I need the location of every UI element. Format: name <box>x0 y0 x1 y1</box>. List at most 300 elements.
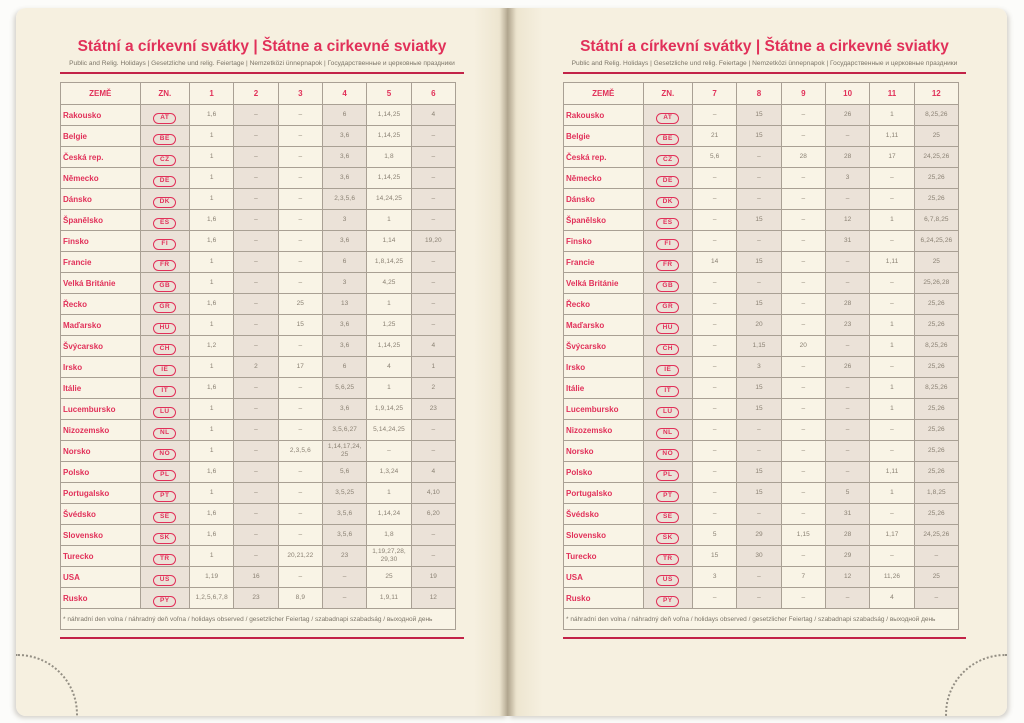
country-code-cell <box>140 441 189 462</box>
table-row <box>564 126 959 147</box>
month-value-cell: – <box>870 504 914 525</box>
country-cell: Maďarsko <box>564 315 644 336</box>
month-value-cell: – <box>692 105 736 126</box>
month-value-cell: – <box>781 252 825 273</box>
month-value-cell: – <box>692 483 736 504</box>
month-value-cell: – <box>278 252 322 273</box>
month-value-cell: 1, 11 <box>870 126 914 147</box>
month-value-cell: – <box>411 126 455 147</box>
table-row <box>61 231 456 252</box>
table-row <box>61 546 456 567</box>
table-header-row <box>61 83 456 105</box>
month-value-cell: 19 <box>411 567 455 588</box>
month-value-cell: – <box>870 420 914 441</box>
country-code-badge: PT <box>656 491 679 503</box>
country-code-badge: AT <box>153 113 176 125</box>
month-value-cell: 2 <box>234 357 278 378</box>
month-value-cell: – <box>278 420 322 441</box>
page-left <box>16 8 508 716</box>
country-cell: Německo <box>61 168 141 189</box>
month-value-cell: 1 <box>189 357 233 378</box>
country-cell: Finsko <box>61 231 141 252</box>
country-code-cell <box>643 189 692 210</box>
country-cell: Polsko <box>61 462 141 483</box>
month-value-cell: 1, 9, 14, 25 <box>367 399 411 420</box>
month-value-cell: 1 <box>189 420 233 441</box>
month-value-cell: 1, 8, 25 <box>914 483 958 504</box>
month-value-cell: 6 <box>322 105 366 126</box>
country-code-cell <box>140 567 189 588</box>
month-value-cell: 4 <box>870 588 914 609</box>
month-value-cell: 1, 8, 14, 25 <box>367 252 411 273</box>
column-header-month: 12 <box>914 83 958 105</box>
country-cell: Česká rep. <box>564 147 644 168</box>
column-header-month: 3 <box>278 83 322 105</box>
country-code-cell <box>643 567 692 588</box>
country-cell: Francie <box>564 252 644 273</box>
month-value-cell: 5 <box>825 483 869 504</box>
month-value-cell: 3, 6 <box>322 231 366 252</box>
country-code-cell <box>643 525 692 546</box>
month-value-cell: – <box>234 546 278 567</box>
month-value-cell: 29 <box>737 525 781 546</box>
month-value-cell: – <box>781 168 825 189</box>
country-cell: Rakousko <box>564 105 644 126</box>
country-cell: Lucembursko <box>564 399 644 420</box>
country-cell: USA <box>564 567 644 588</box>
month-value-cell: – <box>870 189 914 210</box>
month-value-cell: – <box>278 231 322 252</box>
column-header-country: ZEMĚ <box>61 83 141 105</box>
country-cell: Norsko <box>61 441 141 462</box>
country-code-cell <box>643 588 692 609</box>
table-row <box>564 336 959 357</box>
month-value-cell: – <box>692 588 736 609</box>
month-value-cell: 20 <box>781 336 825 357</box>
country-code-cell <box>643 126 692 147</box>
month-value-cell: – <box>781 483 825 504</box>
country-code-badge: CH <box>153 344 176 356</box>
country-code-cell <box>643 315 692 336</box>
month-value-cell: – <box>234 462 278 483</box>
country-code-cell <box>643 210 692 231</box>
month-value-cell: 1, 14 <box>367 231 411 252</box>
country-code-cell <box>643 462 692 483</box>
month-value-cell: – <box>234 483 278 504</box>
month-value-cell: 26 <box>825 357 869 378</box>
month-value-cell: – <box>278 378 322 399</box>
table-row <box>61 273 456 294</box>
footnote-row <box>61 609 456 630</box>
month-value-cell: 3 <box>825 168 869 189</box>
column-header-country: ZEMĚ <box>564 83 644 105</box>
month-value-cell: 5 <box>692 525 736 546</box>
month-value-cell: 20, 21, 22 <box>278 546 322 567</box>
country-code-badge: IE <box>656 365 679 377</box>
month-value-cell: 23 <box>234 588 278 609</box>
month-value-cell: 29 <box>825 546 869 567</box>
month-value-cell: 1, 8 <box>367 525 411 546</box>
page-right-content <box>508 8 1007 639</box>
country-code-badge: FR <box>656 260 679 272</box>
table-row <box>61 483 456 504</box>
month-value-cell: – <box>278 147 322 168</box>
column-header-month: 1 <box>189 83 233 105</box>
table-row <box>61 357 456 378</box>
month-value-cell: 25 <box>367 567 411 588</box>
table-row <box>564 546 959 567</box>
country-code-cell <box>140 147 189 168</box>
month-value-cell: – <box>781 294 825 315</box>
month-value-cell: – <box>411 420 455 441</box>
month-value-cell: 25, 26 <box>914 357 958 378</box>
month-value-cell: – <box>367 441 411 462</box>
month-value-cell: 1 <box>189 315 233 336</box>
table-row <box>564 294 959 315</box>
month-value-cell: – <box>692 315 736 336</box>
country-code-cell <box>140 483 189 504</box>
month-value-cell: 1, 3, 24 <box>367 462 411 483</box>
month-value-cell: 25, 26 <box>914 462 958 483</box>
column-header-month: 2 <box>234 83 278 105</box>
country-code-badge: PL <box>656 470 679 482</box>
country-code-cell <box>643 378 692 399</box>
month-value-cell: 2 <box>411 378 455 399</box>
month-value-cell: 15 <box>737 294 781 315</box>
country-cell: Dánsko <box>61 189 141 210</box>
month-value-cell: 31 <box>825 231 869 252</box>
month-value-cell: – <box>234 315 278 336</box>
month-value-cell: – <box>278 105 322 126</box>
month-value-cell: – <box>781 210 825 231</box>
month-value-cell: 1 <box>189 546 233 567</box>
month-value-cell: 1, 2 <box>189 336 233 357</box>
country-code-cell <box>643 252 692 273</box>
column-header-month: 5 <box>367 83 411 105</box>
country-code-cell <box>140 294 189 315</box>
month-value-cell: – <box>234 252 278 273</box>
month-value-cell: 1, 25 <box>367 315 411 336</box>
country-code-badge: FR <box>153 260 176 272</box>
month-value-cell: – <box>870 546 914 567</box>
month-value-cell: 1 <box>189 399 233 420</box>
month-value-cell: 5, 14, 24, 25 <box>367 420 411 441</box>
country-code-badge: PT <box>153 491 176 503</box>
month-value-cell: 1 <box>189 168 233 189</box>
month-value-cell: 1, 14, 24 <box>367 504 411 525</box>
country-code-cell <box>643 357 692 378</box>
month-value-cell: – <box>322 567 366 588</box>
table-row <box>61 126 456 147</box>
country-cell: Německo <box>564 168 644 189</box>
month-value-cell: 16 <box>234 567 278 588</box>
table-row <box>61 462 456 483</box>
country-code-badge: LU <box>153 407 176 419</box>
country-code-badge: IE <box>153 365 176 377</box>
country-cell: Řecko <box>564 294 644 315</box>
column-header-month: 10 <box>825 83 869 105</box>
month-value-cell: 1, 15 <box>737 336 781 357</box>
country-cell: Maďarsko <box>61 315 141 336</box>
month-value-cell: – <box>322 588 366 609</box>
month-value-cell: 6 <box>322 252 366 273</box>
country-code-cell <box>140 462 189 483</box>
month-value-cell: – <box>737 588 781 609</box>
month-value-cell: – <box>411 252 455 273</box>
table-row <box>564 399 959 420</box>
month-value-cell: 17 <box>870 147 914 168</box>
month-value-cell: 4 <box>411 462 455 483</box>
month-value-cell: 25, 26 <box>914 504 958 525</box>
month-value-cell: – <box>278 273 322 294</box>
month-value-cell: 7 <box>781 567 825 588</box>
country-code-badge: PL <box>153 470 176 482</box>
month-value-cell: – <box>411 525 455 546</box>
holidays-table-right <box>563 82 959 630</box>
month-value-cell: 19, 20 <box>411 231 455 252</box>
month-value-cell: – <box>692 378 736 399</box>
month-value-cell: – <box>278 525 322 546</box>
month-value-cell: 1 <box>189 147 233 168</box>
month-value-cell: 8, 25, 26 <box>914 336 958 357</box>
month-value-cell: 17 <box>278 357 322 378</box>
page-left-content <box>16 8 508 639</box>
month-value-cell: – <box>411 315 455 336</box>
country-code-badge: HU <box>153 323 176 335</box>
table-row <box>61 588 456 609</box>
month-value-cell: 1 <box>411 357 455 378</box>
month-value-cell: 1, 17 <box>870 525 914 546</box>
month-value-cell: 1, 14, 25 <box>367 105 411 126</box>
country-code-badge: IT <box>153 386 176 398</box>
month-value-cell: – <box>234 420 278 441</box>
table-row <box>564 252 959 273</box>
month-value-cell: 15 <box>692 546 736 567</box>
country-cell: Itálie <box>61 378 141 399</box>
country-code-cell <box>140 231 189 252</box>
month-value-cell: 15 <box>737 378 781 399</box>
country-code-cell <box>140 105 189 126</box>
month-value-cell: 1, 14, 17, 24, 25 <box>322 441 366 462</box>
country-code-cell <box>643 420 692 441</box>
month-value-cell: 26 <box>825 105 869 126</box>
month-value-cell: – <box>411 168 455 189</box>
month-value-cell: – <box>692 189 736 210</box>
month-value-cell: – <box>781 420 825 441</box>
country-code-badge: US <box>153 575 176 587</box>
month-value-cell: – <box>737 420 781 441</box>
table-row <box>61 315 456 336</box>
month-value-cell: – <box>825 588 869 609</box>
month-value-cell: 3, 5, 6, 27 <box>322 420 366 441</box>
month-value-cell: – <box>692 210 736 231</box>
country-code-cell <box>140 168 189 189</box>
month-value-cell: 25 <box>914 126 958 147</box>
table-row <box>61 147 456 168</box>
country-code-cell <box>140 420 189 441</box>
country-code-cell <box>643 399 692 420</box>
month-value-cell: – <box>411 189 455 210</box>
month-value-cell: – <box>234 147 278 168</box>
country-code-badge: NL <box>153 428 176 440</box>
month-value-cell: – <box>737 504 781 525</box>
country-code-badge: ES <box>656 218 679 230</box>
month-value-cell: – <box>234 378 278 399</box>
country-code-badge: US <box>656 575 679 587</box>
table-row <box>61 399 456 420</box>
month-value-cell: 1, 11 <box>870 462 914 483</box>
month-value-cell: 1 <box>870 210 914 231</box>
month-value-cell: 4, 25 <box>367 273 411 294</box>
month-value-cell: 15 <box>737 399 781 420</box>
month-value-cell: – <box>737 273 781 294</box>
month-value-cell: – <box>870 357 914 378</box>
country-code-badge: TR <box>656 554 679 566</box>
country-cell: Nizozemsko <box>61 420 141 441</box>
column-header-month: 11 <box>870 83 914 105</box>
month-value-cell: – <box>278 462 322 483</box>
month-value-cell: 25, 26 <box>914 441 958 462</box>
month-value-cell: 1, 2, 5, 6, 7, 8 <box>189 588 233 609</box>
month-value-cell: 1, 14, 25 <box>367 126 411 147</box>
country-code-cell <box>643 441 692 462</box>
month-value-cell: – <box>825 420 869 441</box>
country-cell: Dánsko <box>564 189 644 210</box>
month-value-cell: – <box>825 378 869 399</box>
month-value-cell: – <box>737 189 781 210</box>
country-code-badge: SK <box>656 533 679 545</box>
country-code-badge: BE <box>153 134 176 146</box>
month-value-cell: – <box>781 546 825 567</box>
month-value-cell: 1 <box>367 294 411 315</box>
country-cell: Španělsko <box>564 210 644 231</box>
country-code-cell <box>643 147 692 168</box>
month-value-cell: 30 <box>737 546 781 567</box>
country-code-cell <box>643 105 692 126</box>
month-value-cell: 1 <box>189 483 233 504</box>
month-value-cell: 3, 5, 6 <box>322 504 366 525</box>
column-header-month: 8 <box>737 83 781 105</box>
country-cell: Lucembursko <box>61 399 141 420</box>
table-row <box>61 210 456 231</box>
month-value-cell: – <box>234 399 278 420</box>
month-value-cell: – <box>781 357 825 378</box>
country-code-badge: SE <box>153 512 176 524</box>
country-code-cell <box>643 483 692 504</box>
country-code-badge: DE <box>656 176 679 188</box>
footnote-text: * náhradní den volna / náhradný deň voľna / holidays observed / gesetzlicher Feiertag / szabadnapi szabadság / выходной день <box>564 609 959 630</box>
table-row <box>564 441 959 462</box>
month-value-cell: 12 <box>411 588 455 609</box>
month-value-cell: – <box>737 567 781 588</box>
month-value-cell: 6, 24, 25, 26 <box>914 231 958 252</box>
month-value-cell: 15 <box>278 315 322 336</box>
month-value-cell: 1, 6 <box>189 525 233 546</box>
country-cell: Rusko <box>564 588 644 609</box>
table-row <box>564 105 959 126</box>
month-value-cell: – <box>870 294 914 315</box>
country-code-badge: CZ <box>153 155 176 167</box>
table-row <box>61 105 456 126</box>
month-value-cell: – <box>234 336 278 357</box>
country-code-badge: NO <box>153 449 176 461</box>
month-value-cell: 3 <box>322 210 366 231</box>
country-code-cell <box>140 357 189 378</box>
month-value-cell: 1 <box>870 315 914 336</box>
month-value-cell: – <box>692 399 736 420</box>
table-row <box>61 336 456 357</box>
country-code-badge: AT <box>656 113 679 125</box>
month-value-cell: 28 <box>825 294 869 315</box>
month-value-cell: 25, 26 <box>914 294 958 315</box>
table-row <box>564 231 959 252</box>
month-value-cell: 1 <box>189 441 233 462</box>
month-value-cell: 3 <box>692 567 736 588</box>
month-value-cell: 1 <box>870 105 914 126</box>
country-code-badge: DK <box>153 197 176 209</box>
country-cell: Norsko <box>564 441 644 462</box>
country-code-badge: GR <box>656 302 679 314</box>
month-value-cell: – <box>234 273 278 294</box>
month-value-cell: – <box>411 273 455 294</box>
month-value-cell: 3 <box>737 357 781 378</box>
table-row <box>564 504 959 525</box>
country-cell: Slovensko <box>61 525 141 546</box>
column-header-month: 9 <box>781 83 825 105</box>
month-value-cell: 3, 6 <box>322 315 366 336</box>
month-value-cell: 23 <box>322 546 366 567</box>
month-value-cell: – <box>692 294 736 315</box>
country-code-cell <box>140 546 189 567</box>
country-cell: Slovensko <box>564 525 644 546</box>
country-code-badge: IT <box>656 386 679 398</box>
month-value-cell: – <box>781 378 825 399</box>
country-code-cell <box>140 252 189 273</box>
month-value-cell: – <box>781 441 825 462</box>
country-code-badge: DK <box>656 197 679 209</box>
table-row <box>61 420 456 441</box>
month-value-cell: – <box>825 399 869 420</box>
month-value-cell: – <box>234 525 278 546</box>
month-value-cell: – <box>781 231 825 252</box>
country-code-badge: GB <box>656 281 679 293</box>
country-cell: Švédsko <box>61 504 141 525</box>
table-row <box>564 210 959 231</box>
month-value-cell: 15 <box>737 462 781 483</box>
country-code-cell <box>140 189 189 210</box>
month-value-cell: – <box>234 504 278 525</box>
month-value-cell: – <box>278 168 322 189</box>
month-value-cell: – <box>781 462 825 483</box>
country-code-badge: FI <box>153 239 176 251</box>
table-row <box>564 420 959 441</box>
month-value-cell: – <box>278 567 322 588</box>
month-value-cell: – <box>278 483 322 504</box>
month-value-cell: 11, 26 <box>870 567 914 588</box>
country-code-cell <box>140 525 189 546</box>
month-value-cell: 25, 26, 28 <box>914 273 958 294</box>
country-cell: Švýcarsko <box>61 336 141 357</box>
country-cell: Velká Británie <box>61 273 141 294</box>
country-code-cell <box>643 336 692 357</box>
table-row <box>61 378 456 399</box>
month-value-cell: – <box>234 126 278 147</box>
month-value-cell: 15 <box>737 126 781 147</box>
month-value-cell: 25, 26 <box>914 189 958 210</box>
month-value-cell: – <box>781 504 825 525</box>
month-value-cell: – <box>870 168 914 189</box>
month-value-cell: 1, 6 <box>189 378 233 399</box>
